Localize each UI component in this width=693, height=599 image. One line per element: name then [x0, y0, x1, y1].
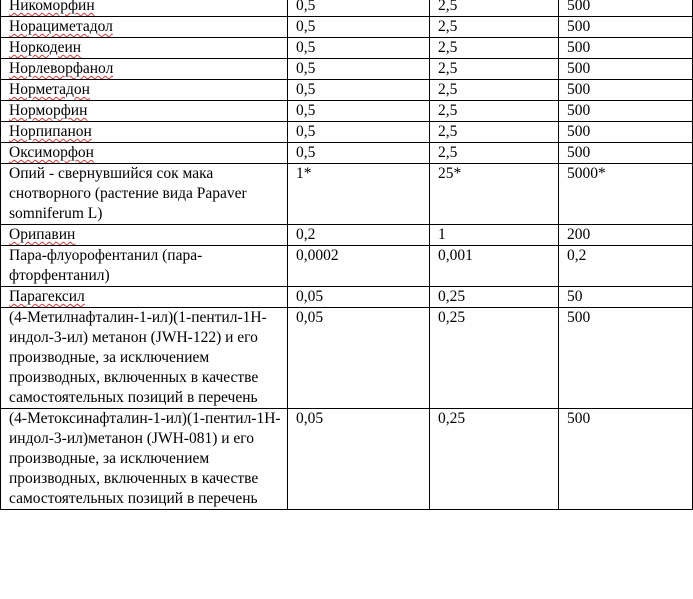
value-col-2: 2,5 — [430, 80, 559, 101]
substance-name: Оксиморфон — [1, 143, 288, 164]
table-row — [1, 17, 693, 38]
table-row — [1, 287, 693, 308]
value-col-3: 500 — [559, 143, 693, 164]
value-col-3: 500 — [559, 308, 693, 409]
value-col-1: 0,5 — [288, 143, 430, 164]
value-col-1: 0,05 — [288, 287, 430, 308]
table-row — [1, 101, 693, 122]
value-col-1: 0,5 — [288, 59, 430, 80]
value-col-2: 2,5 — [430, 0, 559, 17]
value-col-1: 0,0002 — [288, 246, 430, 287]
substance-name: Норлеворфанол — [1, 59, 288, 80]
table-row — [1, 246, 693, 287]
value-col-2: 0,25 — [430, 409, 559, 510]
substance-name: Парагексил — [1, 287, 288, 308]
value-col-3: 500 — [559, 101, 693, 122]
substance-name: Никоморфин — [1, 0, 288, 17]
value-col-3: 200 — [559, 225, 693, 246]
value-col-2: 2,5 — [430, 143, 559, 164]
value-col-1: 0,5 — [288, 80, 430, 101]
substance-name: Норациметадол — [1, 17, 288, 38]
value-col-3: 500 — [559, 0, 693, 17]
value-col-3: 500 — [559, 122, 693, 143]
substance-name: Норпипанон — [1, 122, 288, 143]
value-col-1: 0,5 — [288, 38, 430, 59]
value-col-1: 0,5 — [288, 0, 430, 17]
substance-name: Норметадон — [1, 80, 288, 101]
table-row — [1, 143, 693, 164]
table-row — [1, 59, 693, 80]
substance-name: Орипавин — [1, 225, 288, 246]
substance-name: (4-Метилнафталин-1-ил)(1-пентил-1Н-индол-3-ил) метанон (JWH-122) и его производные, за исключением производных, включенных в качестве самостоятельных позиций в перечень — [1, 308, 288, 409]
value-col-2: 2,5 — [430, 38, 559, 59]
value-col-2: 0,001 — [430, 246, 559, 287]
value-col-3: 500 — [559, 38, 693, 59]
value-col-2: 1 — [430, 225, 559, 246]
value-col-3: 0,2 — [559, 246, 693, 287]
table-row — [1, 80, 693, 101]
table-row — [1, 308, 693, 409]
value-col-2: 2,5 — [430, 101, 559, 122]
substance-name: Норморфин — [1, 101, 288, 122]
value-col-1: 0,5 — [288, 101, 430, 122]
value-col-2: 0,25 — [430, 308, 559, 409]
value-col-2: 2,5 — [430, 59, 559, 80]
value-col-3: 500 — [559, 17, 693, 38]
value-col-1: 0,2 — [288, 225, 430, 246]
table-row — [1, 38, 693, 59]
value-col-3: 50 — [559, 287, 693, 308]
value-col-1: 1* — [288, 164, 430, 225]
substance-name: Опий - свернувшийся сок мака снотворного (растение вида Papaver somniferum L) — [1, 164, 288, 225]
value-col-3: 500 — [559, 80, 693, 101]
substance-name: (4-Метоксинафталин-1-ил)(1-пентил-1Н-индол-3-ил)метанон (JWH-081) и его производные, за исключением производных, включенных в качестве самостоятельных позиций в перечень — [1, 409, 288, 510]
table-row — [1, 0, 693, 17]
value-col-1: 0,05 — [288, 409, 430, 510]
value-col-3: 500 — [559, 59, 693, 80]
table-row — [1, 409, 693, 510]
value-col-1: 0,05 — [288, 308, 430, 409]
value-col-2: 2,5 — [430, 122, 559, 143]
value-col-3: 500 — [559, 409, 693, 510]
substance-name: Пара-флуорофентанил (пара-фторфентанил) — [1, 246, 288, 287]
value-col-1: 0,5 — [288, 122, 430, 143]
table-row — [1, 122, 693, 143]
value-col-2: 2,5 — [430, 17, 559, 38]
table-row — [1, 225, 693, 246]
value-col-3: 5000* — [559, 164, 693, 225]
value-col-2: 0,25 — [430, 287, 559, 308]
value-col-1: 0,5 — [288, 17, 430, 38]
value-col-2: 25* — [430, 164, 559, 225]
substance-name: Норкодеин — [1, 38, 288, 59]
table-row — [1, 164, 693, 225]
